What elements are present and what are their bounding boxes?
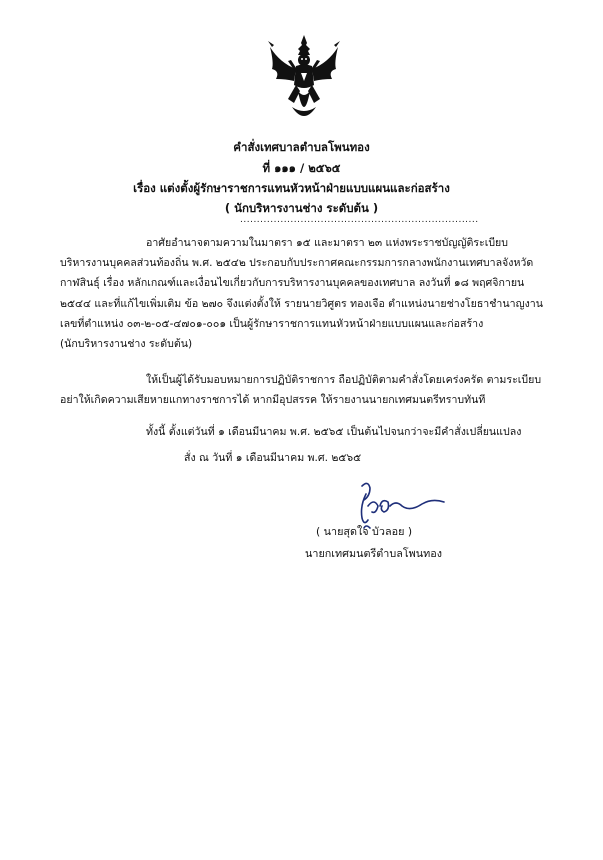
text-line: ให้เป็นผู้ได้รับมอบหมายการปฏิบัติราชการ ถือปฏิบัติตามคำสั่งโดยเคร่งครัด ตามระเบียบ — [146, 374, 542, 386]
separator-line: ....................................................................... — [240, 215, 479, 225]
signatory-name: ( นายสุดใจ บัวลอย ) — [316, 525, 413, 538]
order-number: ที่ ๑๑๑ / ๒๕๖๕ — [262, 161, 341, 175]
signatory-title: นายกเทศมนตรีตำบลโพนทอง — [305, 547, 442, 560]
order-position: ( นักบริหารงานช่าง ระดับต้น ) — [224, 201, 379, 215]
order-issuer: คำสั่งเทศบาลตำบลโพนทอง — [233, 140, 370, 154]
paragraph-authority — [60, 233, 543, 354]
ordered-date: สั่ง ณ วันที่ ๑ เดือนมีนาคม พ.ศ. ๒๕๖๕ — [184, 452, 362, 464]
text-line: อาศัยอำนาจตามความในมาตรา ๑๕ และมาตรา ๒๓ แห่งพระราชบัญญัติระเบียบ — [146, 237, 508, 249]
text-line: (นักบริหารงานช่าง ระดับต้น) — [60, 338, 193, 351]
garuda-emblem — [266, 33, 342, 125]
order-subject: เรื่อง แต่งตั้งผู้รักษาราชการแทนหัวหน้าฝ่ายแบบแผนและก่อสร้าง — [133, 181, 450, 195]
text-line: ๒๕๔๔ และที่แก้ไขเพิ่มเติม ข้อ ๒๗๐ จึงแต่งตั้งให้ รายนายวิศูตร ทองเจือ ตำแหน่งนายช่างโยธาชำนาญงาน — [60, 297, 543, 310]
paragraph-effective-date: ทั้งนี้ ตั้งแต่วันที่ ๑ เดือนมีนาคม พ.ศ. ๒๕๖๕ เป็นต้นไปจนกว่าจะมีคำสั่งเปลี่ยนแปลง — [146, 426, 522, 438]
text-line: บริหารงานบุคคลส่วนท้องถิ่น พ.ศ. ๒๕๔๒ ประกอบกับประกาศคณะกรรมการกลางพนักงานเทศบาลจังหวัด — [60, 257, 534, 270]
paragraph-duties — [60, 370, 541, 410]
text-line: เลขที่ตำแหน่ง ๐๓-๒-๐๕-๔๗๐๑-๐๐๑ เป็นผู้รักษาราชการแทนหัวหน้าฝ่ายแบบแผนและก่อสร้าง — [60, 317, 484, 330]
text-line: กาฬสินธุ์ เรื่อง หลักเกณฑ์และเงื่อนไขเกี่ยวกับการบริหารงานบุคคลของเทศบาล ลงวันที่ ๑๘ พฤศจิกายน — [60, 277, 525, 290]
text-line: อย่าให้เกิดความเสียหายแกทางราชการได้ หากมีอุปสรรค ให้รายงานนายกเทศมนตรีทราบทันที — [60, 394, 486, 407]
